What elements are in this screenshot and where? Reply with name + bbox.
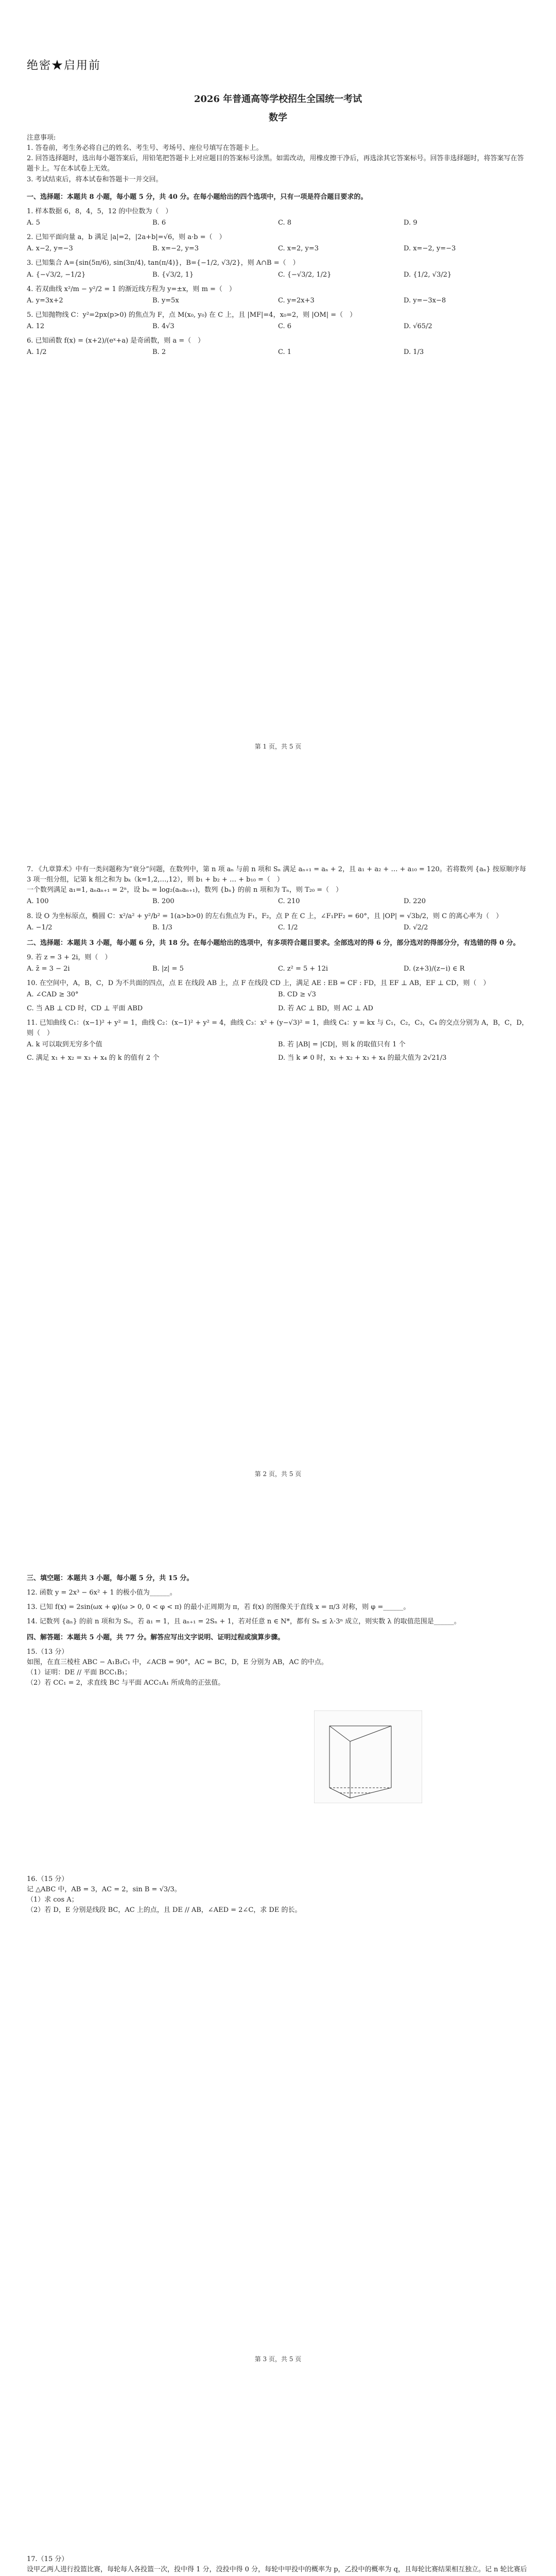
page-3 bbox=[0, 1540, 556, 2416]
option-b: B. 1/3 bbox=[152, 923, 172, 931]
option-c: C. 6 bbox=[278, 323, 292, 331]
option-a: A. {−√3/2, −1/2} bbox=[27, 270, 86, 279]
question-part: （1）求 cos A； bbox=[27, 1896, 78, 1904]
question-stem: 记 △ABC 中，AB = 3，AC = 2，sin B = √3/3。 bbox=[27, 1886, 181, 1894]
question-stem: 4. 若双曲线 x²/m − y²/2 = 1 的渐近线方程为 y=±x，则 m =（ ） bbox=[27, 285, 236, 293]
section-heading: 二、选择题：本题共 3 小题，每小题 6 分，共 18 分。在每小题给出的选项中，有多项符合题目要求。全部选对的得 6 分，部分选对的得部分分，有选错的得 0 分。 bbox=[27, 939, 520, 947]
option-row bbox=[27, 923, 529, 933]
option-d: D. √2/2 bbox=[404, 923, 428, 931]
page-3-body-lower bbox=[27, 1870, 529, 1916]
option-c: C. 1 bbox=[278, 348, 292, 357]
option-a: A. 12 bbox=[27, 323, 45, 331]
section-heading: 四、解答题：本题共 5 小题，共 77 分。解答应写出文字说明、证明过程或演算步骤。 bbox=[27, 1633, 285, 1641]
question-title: 17.（15 分） bbox=[27, 2555, 68, 2563]
question-stem: 如图，在直三棱柱 ABC − A₁B₁C₁ 中，∠ACB = 90°，AC = BC，D，E 分别为 AB，AC 的中点。 bbox=[27, 1658, 328, 1666]
page-2 bbox=[0, 819, 556, 1540]
notes-item: 2. 回答选择题时，选出每小题答案后，用铅笔把答题卡上对应题目的答案标号涂黑。如需改动，用橡皮擦干净后，再选涂其它答案标号。回答非选择题时，将答案写在答题卡上。写在本试卷上无效。 bbox=[27, 155, 524, 173]
option-row bbox=[27, 321, 529, 332]
option-b: B. {√3/2, 1} bbox=[152, 270, 194, 279]
option-d: D. √65/2 bbox=[404, 323, 432, 331]
question-stem: 设甲乙两人进行投篮比赛，每轮每人各投篮一次，投中得 1 分，没投中得 0 分，每轮中甲投中的概率为 p，乙投中的概率为 q，且每轮比赛结果相互独立。记 n 轮比赛后 bbox=[27, 2566, 527, 2574]
section-heading: 三、填空题：本题共 3 小题，每小题 5 分，共 15 分。 bbox=[27, 1574, 194, 1582]
question-4 bbox=[27, 284, 529, 306]
question-14: 14. 记数列 {aₙ} 的前 n 项和为 Sₙ，若 a₁ = 1，且 aₙ₊₁ = 2Sₙ + 1，若对任意 n ∈ N*，都有 Sₙ ≤ λ·3ⁿ 成立，则实数 λ 的取值范围是______。 bbox=[27, 1618, 461, 1626]
option-c: C. z² = 5 + 12i bbox=[278, 965, 328, 973]
option-b: B. CD ≥ √3 bbox=[278, 991, 316, 999]
page-2-body bbox=[27, 860, 529, 1066]
option-row bbox=[27, 990, 529, 1000]
option-row bbox=[27, 964, 529, 974]
page-footer: 第 1 页，共 5 页 bbox=[254, 743, 302, 750]
section-heading: 一、选择题：本题共 8 小题，每小题 5 分，共 40 分。在每小题给出的四个选项中，只有一项是符合题目要求的。 bbox=[27, 193, 368, 201]
question-title: 16.（15 分） bbox=[27, 1875, 68, 1883]
option-d: D. (z+3)/(z−i) ∈ R bbox=[404, 965, 465, 973]
option-c: C. x=2, y=3 bbox=[278, 245, 319, 253]
question-2 bbox=[27, 232, 529, 254]
question-stem: 9. 若 z = 3 + 2i，则（ ） bbox=[27, 953, 112, 961]
option-d: D. 当 k ≠ 0 时，x₁ + x₂ + x₃ + x₄ 的最大值为 2√21/3 bbox=[278, 1054, 447, 1062]
question-stem: 3. 已知集合 A={sin(5π/6), sin(3π/4), tan(π/4)}，B={−1/2, √3/2}，则 A∩B =（ ） bbox=[27, 259, 300, 267]
question-stem: 5. 已知抛物线 C：y²=2px(p>0) 的焦点为 F，点 M(x₀, y₀) 在 C 上，且 |MF|=4，x₀=2，则 |OM| =（ ） bbox=[27, 311, 357, 319]
question-stem: 2. 已知平面向量 a，b 满足 |a|=2，|2a+b|=√6，则 a·b =（ ） bbox=[27, 233, 226, 242]
option-row bbox=[27, 296, 529, 306]
question-1 bbox=[27, 207, 529, 228]
option-a: A. x−2, y=−3 bbox=[27, 245, 73, 253]
question-stem: 1. 样本数据 6，8，4，5，12 的中位数为（ ） bbox=[27, 207, 172, 215]
option-row bbox=[27, 1004, 529, 1014]
option-b: B. |z| = 5 bbox=[152, 965, 184, 973]
question-8 bbox=[27, 911, 529, 933]
question-15 bbox=[27, 1647, 529, 1689]
option-d: D. y=−3x−8 bbox=[404, 296, 446, 304]
question-11 bbox=[27, 1018, 529, 1064]
page-1-body bbox=[27, 133, 529, 361]
option-a: A. ∠CAD ≥ 30° bbox=[27, 991, 79, 999]
question-7 bbox=[27, 865, 529, 907]
option-c: C. 当 AB ⊥ CD 时，CD ⊥ 平面 ABD bbox=[27, 1004, 143, 1012]
option-c: C. {−√3/2, 1/2} bbox=[278, 270, 332, 279]
notes-item: 1. 答卷前，考生务必将自己的姓名、考生号、考场号、座位号填写在答题卡上。 bbox=[27, 144, 263, 152]
prism-figure bbox=[314, 1710, 422, 1803]
option-a: A. −1/2 bbox=[27, 923, 53, 931]
option-a: A. k 可以取到无穷多个值 bbox=[27, 1040, 102, 1048]
option-row bbox=[27, 244, 529, 254]
option-row bbox=[27, 1040, 529, 1050]
option-c: C. y=2x+3 bbox=[278, 296, 315, 304]
exam-title: 2026 年普通高等学校招生全国统一考试 bbox=[194, 94, 362, 105]
option-row bbox=[27, 270, 529, 280]
option-a: A. 100 bbox=[27, 897, 49, 906]
question-9 bbox=[27, 953, 529, 974]
option-a: A. y=3x+2 bbox=[27, 296, 63, 304]
question-title: 15.（13 分） bbox=[27, 1648, 68, 1656]
question-part: （2）若 CC₁ = 2，求直线 BC 与平面 ACC₁A₁ 所成角的正弦值。 bbox=[27, 1679, 225, 1687]
option-d: D. x=−2, y=−3 bbox=[404, 245, 456, 253]
exam-subject: 数学 bbox=[269, 112, 287, 123]
notes-item: 3. 考试结束后，将本试卷和答题卡一并交回。 bbox=[27, 175, 163, 183]
question-5 bbox=[27, 310, 529, 332]
option-row bbox=[27, 896, 529, 907]
option-b: B. 4√3 bbox=[152, 323, 175, 331]
page-footer: 第 3 页，共 5 页 bbox=[254, 2355, 302, 2363]
option-b: B. 6 bbox=[152, 218, 166, 227]
option-row bbox=[27, 218, 529, 228]
question-17 bbox=[27, 2554, 529, 2576]
question-12: 12. 函数 y = 2x³ − 6x² + 1 的极小值为______。 bbox=[27, 1589, 177, 1597]
question-6 bbox=[27, 336, 529, 358]
notes-heading: 注意事项: bbox=[27, 134, 56, 142]
option-d: D. 若 AC ⊥ BD，则 AC ⊥ AD bbox=[278, 1004, 373, 1012]
page-4 bbox=[0, 2416, 556, 2576]
option-b: B. x=−2, y=3 bbox=[152, 245, 199, 253]
option-d: D. 9 bbox=[404, 218, 418, 227]
option-d: D. {1/2, √3/2} bbox=[404, 270, 452, 279]
question-stem: 7. 《九章算术》中有一类问题称为“衰分”问题，在数列中，第 n 项 aₙ 与前 n 项和 Sₙ 满足 aₙ₊₁ = aₙ + 2，且 a₁ + a₂ + … + a₁₀ = 120。若将数列 {aₙ} 按原顺序每 3 项一组分组，记第 k 组之和为 bₖ（k=1,2,…,12），则 b₁ + b₂ + … + b₁₀ =（ ） bbox=[27, 866, 526, 884]
option-b: B. 2 bbox=[152, 348, 166, 357]
option-d: D. 220 bbox=[404, 897, 426, 906]
option-b: B. 若 |AB| = |CD|，则 k 的取值只有 1 个 bbox=[278, 1040, 406, 1048]
question-part: （1）证明：DE // 平面 BCC₁B₁； bbox=[27, 1668, 132, 1676]
secret-label: 绝密★启用前 bbox=[27, 59, 101, 72]
question-stem: 11. 已知曲线 C₁：(x−1)² + y² = 1，曲线 C₂：(x−1)² + y² = 4，曲线 C₃：x² + (y−√3)² = 1，曲线 C₄：y = kx 与 C₁，C₂，C₃，C₄ 的交点分别为 A，B，C，D，则（ ） bbox=[27, 1019, 529, 1037]
question-3 bbox=[27, 258, 529, 280]
option-row bbox=[27, 1053, 529, 1063]
question-part: （2）若 D，E 分别是线段 BC，AC 上的点，且 DE // AB，∠AED = 2∠C，求 DE 的长。 bbox=[27, 1906, 302, 1914]
option-c: C. 满足 x₁ + x₂ = x₃ + x₄ 的 k 的值有 2 个 bbox=[27, 1054, 160, 1062]
question-13: 13. 已知 f(x) = 2sin(ωx + φ)(ω > 0, 0 < φ < π) 的最小正周期为 π，若 f(x) 的图像关于直线 x = π/3 对称，则 φ =______。 bbox=[27, 1603, 410, 1612]
page-footer: 第 2 页，共 5 页 bbox=[254, 1470, 302, 1478]
option-b: B. 200 bbox=[152, 897, 175, 906]
option-c: C. 1/2 bbox=[278, 923, 298, 931]
option-d: D. 1/3 bbox=[404, 348, 424, 357]
page-4-body bbox=[27, 2550, 529, 2576]
page-1 bbox=[0, 0, 556, 819]
option-a: A. 5 bbox=[27, 218, 40, 227]
question-10 bbox=[27, 978, 529, 1013]
question-stem: 6. 已知函数 f(x) = (x+2)/(eˣ+a) 是奇函数，则 a =（ ） bbox=[27, 337, 205, 345]
question-extra: 一个数列满足 a₁=1, aₙaₙ₊₁ = 2ⁿ，设 bₙ = log₂(aₙaₙ₊₁)，数列 {bₙ} 的前 n 项和为 Tₙ，则 T₂₀ =（ ） bbox=[27, 886, 343, 894]
question-stem: 8. 设 O 为坐标原点，椭圆 C：x²/a² + y²/b² = 1(a>b>0) 的左右焦点为 F₁，F₂，点 P 在 C 上，∠F₁PF₂ = 60°，且 |OP| = √3b/2，则 C 的离心率为（ ） bbox=[27, 912, 503, 920]
question-16 bbox=[27, 1874, 529, 1916]
option-c: C. 210 bbox=[278, 897, 300, 906]
option-a: A. z̄ = 3 − 2i bbox=[27, 965, 70, 973]
option-b: B. y=5x bbox=[152, 296, 179, 304]
option-row bbox=[27, 347, 529, 358]
page-3-body bbox=[27, 1571, 529, 1688]
option-c: C. 8 bbox=[278, 218, 292, 227]
option-a: A. 1/2 bbox=[27, 348, 47, 357]
question-stem: 10. 在空间中，A，B，C，D 为不共面的四点，点 E 在线段 AB 上，点 F 在线段 CD 上，满足 AE : EB = CF : FD，且 EF ⊥ AB，EF ⊥ CD，则（ ） bbox=[27, 979, 490, 988]
